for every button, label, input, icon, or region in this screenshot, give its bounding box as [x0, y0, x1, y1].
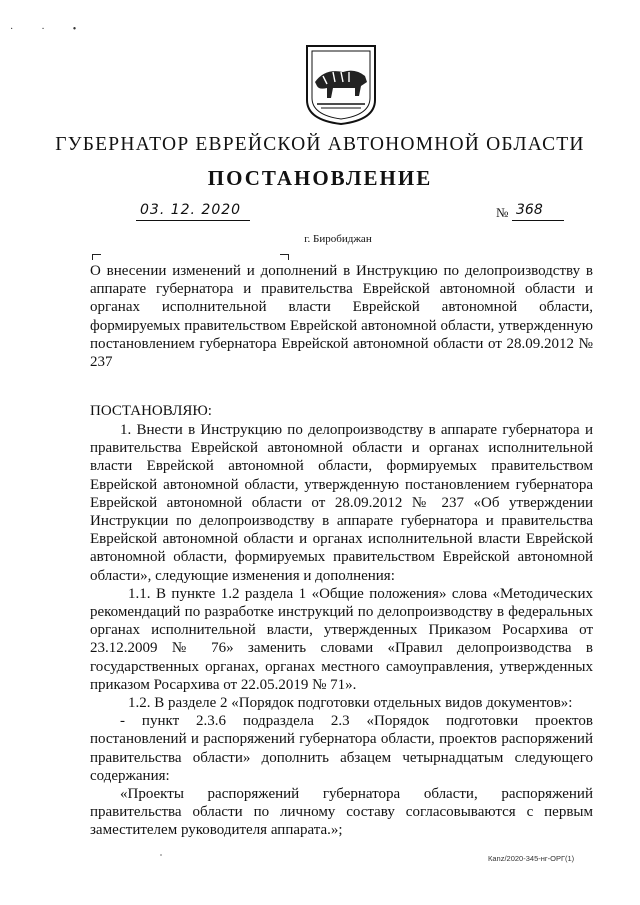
paragraph-1-1: 1.1. В пункте 1.2 раздела 1 «Общие положения» слова «Методических рекомендаций по разработке инструкций по делопроизводству в федеральных органах исполнительной власти, утвержденных Приказом Росархива от 23.12.2009 № 76» заменить словами «Правил делопроизводства в государственных органах, органах местного самоуправления, утвержденных приказом Росархива от 22.05.2019 № 71». [90, 585, 593, 693]
document-subject: О внесении изменений и дополнений в Инструкцию по делопроизводству в аппарате губернатора и правительства Еврейской автономной области и органах исполнительной власти Еврейской автономной области, формируемых правительством Еврейской автономной области, утвержденную постановлением губернатора Еврейской автономной области от 28.09.2012 № 237 [90, 263, 593, 371]
governor-title: ГУБЕРНАТОР ЕВРЕЙСКОЙ АВТОНОМНОЙ ОБЛАСТИ [55, 134, 585, 155]
document-number: 368 [512, 202, 564, 221]
document-date: 03. 12. 2020 [136, 202, 250, 221]
document-type: ПОСТАНОВЛЕНИЕ [207, 166, 433, 190]
document-body [90, 421, 593, 840]
footer-code: Каnz/2020-345-нг-ОРГ(1) [488, 854, 575, 863]
scan-marks: · · • [10, 24, 77, 35]
paragraph-quote: «Проекты распоряжений губернатора области, распоряжений правительства области по личному составу согласовываются с первым заместителем руководителя аппарата.»; [90, 786, 593, 839]
paragraph-1-2: 1.2. В разделе 2 «Порядок подготовки отдельных видов документов»: [128, 695, 573, 712]
number-label: № [496, 205, 509, 220]
scan-dot [160, 854, 162, 856]
paragraph-1: 1. Внести в Инструкцию по делопроизводству в аппарате губернатора и правительства Еврейской автономной области и органах исполнительной власти Еврейской автономной области, формируемых правительством Еврейской автономной области, утвержденную постановлением губернатора Еврейской автономной области от 28.09.2012 № 237 «Об утверждении Инструкции по делопроизводству в аппарате губернатора и правительства Еврейской автономной области и органах исполнительной власти Еврейской автономной области, формируемых правительством Еврейской автономной области», следующие изменения и дополнения: [90, 422, 593, 584]
corner-mark-left [92, 254, 101, 260]
coat-of-arms-tiger-icon [303, 42, 379, 126]
city-name: г. Биробиджан [304, 233, 372, 245]
corner-mark-right [280, 254, 289, 260]
paragraph-item: - пункт 2.3.6 подраздела 2.3 «Порядок подготовки проектов постановлений и распоряжений губернатора области, проектов распоряжений правительства области» дополнить абзацем четырнадцатым следующего содержания: [90, 713, 593, 784]
resolve-heading: ПОСТАНОВЛЯЮ: [90, 403, 212, 419]
